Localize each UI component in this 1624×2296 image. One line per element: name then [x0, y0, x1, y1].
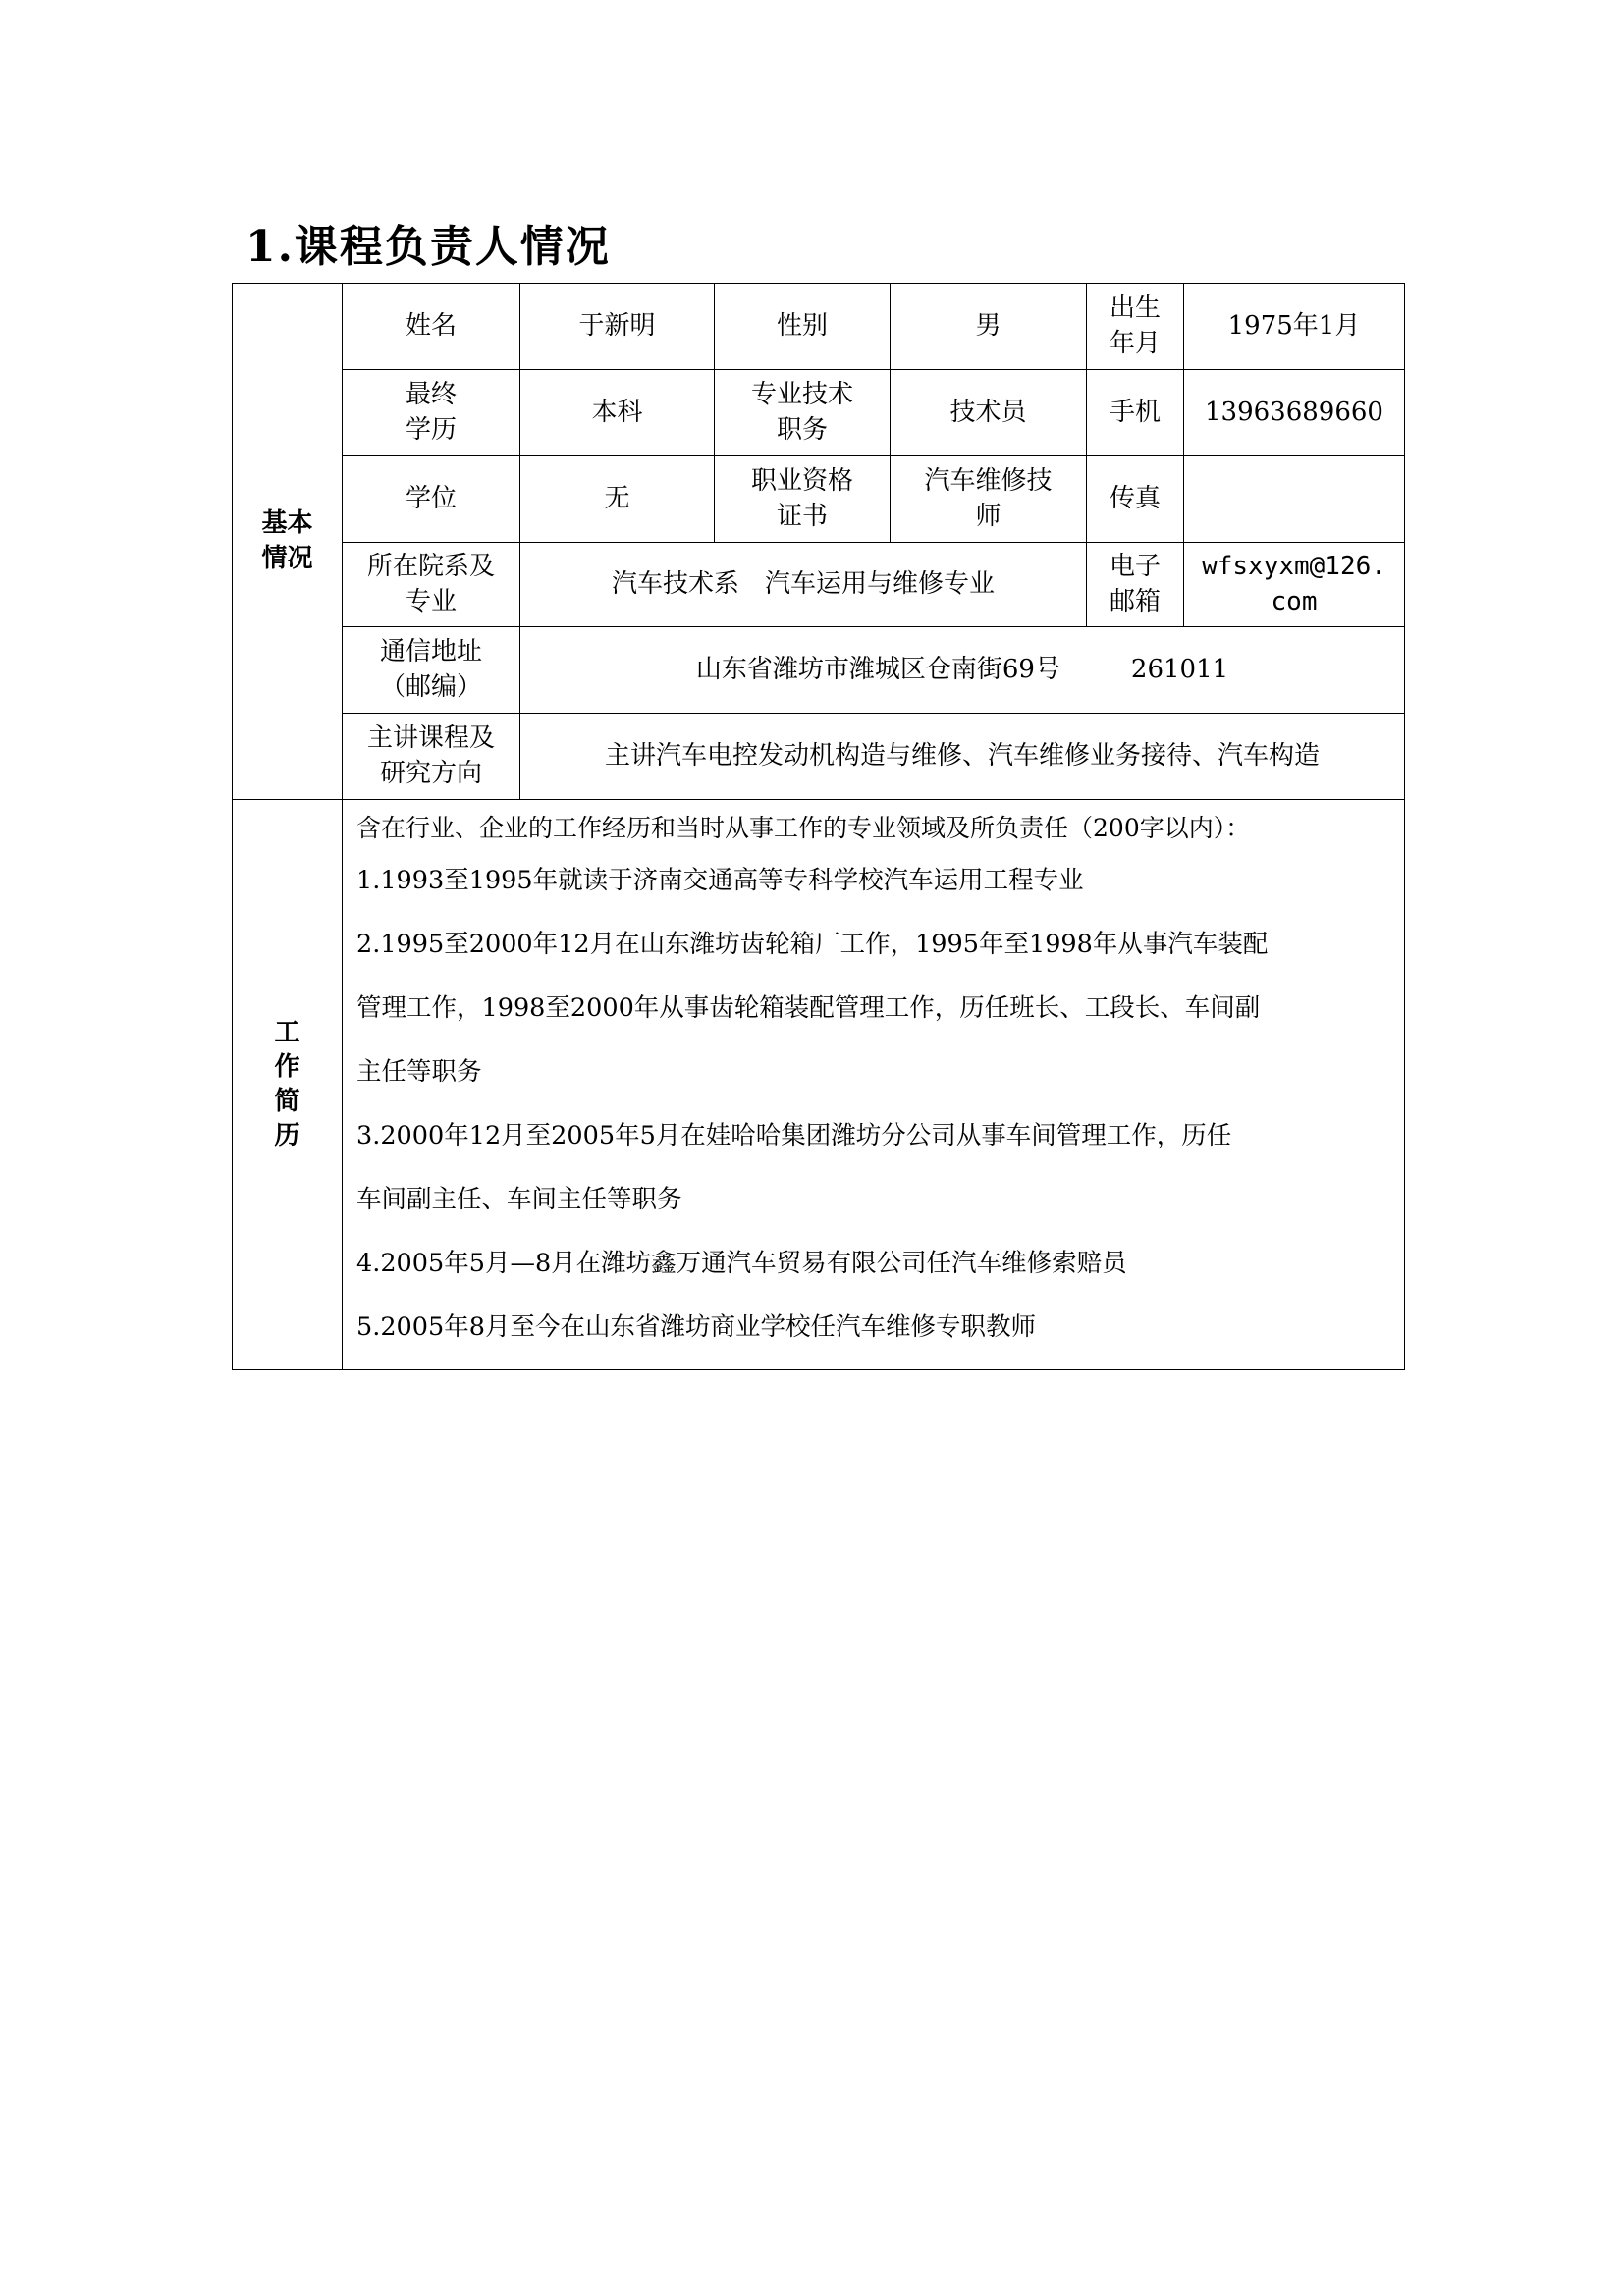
list-item: 2.1995至2000年12月在山东潍坊齿轮箱厂工作，1995年至1998年从事汽车装配: [356, 930, 1269, 959]
table-row: [233, 370, 1405, 456]
name-value: 于新明: [520, 284, 715, 370]
birth-value: 1975年1月: [1184, 284, 1405, 370]
table-row: [233, 627, 1405, 714]
course-value: 主讲汽车电控发动机构造与维修、汽车维修业务接待、汽车构造: [520, 714, 1405, 800]
table-row: [233, 800, 1405, 1370]
page-title: 1.课程负责人情况: [245, 222, 611, 272]
list-item: 3.2000年12月至2005年5月在娃哈哈集团潍坊分公司从事车间管理工作，历任: [356, 1121, 1232, 1150]
list-item: 车间副主任、车间主任等职务: [356, 1185, 682, 1214]
title-value: 技术员: [891, 370, 1087, 456]
work-history-label: 工 作 简 历: [233, 800, 343, 1370]
dept-value: 汽车技术系 汽车运用与维修专业: [520, 543, 1087, 627]
address-label: 通信地址 （邮编）: [343, 627, 520, 714]
degree-label: 学位: [343, 456, 520, 543]
basic-info-label: 基本 情况: [233, 284, 343, 800]
cert-label: 职业资格 证书: [715, 456, 891, 543]
list-item: 管理工作，1998至2000年从事齿轮箱装配管理工作，历任班长、工段长、车间副: [356, 993, 1261, 1023]
degree-value: 无: [520, 456, 715, 543]
table-row: [233, 714, 1405, 800]
work-history-intro: 含在行业、企业的工作经历和当时从事工作的专业领域及所负责任（200字以内）：: [356, 814, 1251, 842]
list-item: 1.1993至1995年就读于济南交通高等专科学校汽车运用工程专业: [356, 866, 1084, 895]
table-row: [233, 456, 1405, 543]
name-label: 姓名: [343, 284, 520, 370]
postcode-value: 261011: [1130, 654, 1229, 684]
table-row: [233, 543, 1405, 627]
list-item: 4.2005年5月—8月在潍坊鑫万通汽车贸易有限公司任汽车维修索赔员: [356, 1249, 1127, 1278]
fax-value: [1184, 456, 1405, 543]
gender-label: 性别: [715, 284, 891, 370]
list-item: 5.2005年8月至今在山东省潍坊商业学校任汽车维修专职教师: [356, 1312, 1036, 1342]
gender-value: 男: [891, 284, 1087, 370]
address-value: 山东省潍坊市潍城区仓南街69号 261011: [520, 627, 1405, 714]
list-item: 主任等职务: [356, 1057, 482, 1087]
education-value: 本科: [520, 370, 715, 456]
cert-value: 汽车维修技 师: [891, 456, 1087, 543]
work-history-content: [343, 800, 1405, 1370]
course-leader-table: [232, 283, 1405, 1370]
dept-label: 所在院系及 专业: [343, 543, 520, 627]
email-value: wfsxyxm@126. com: [1184, 543, 1405, 627]
title-label: 专业技术 职务: [715, 370, 891, 456]
education-label: 最终 学历: [343, 370, 520, 456]
table-row: [233, 284, 1405, 370]
course-label: 主讲课程及 研究方向: [343, 714, 520, 800]
fax-label: 传真: [1087, 456, 1184, 543]
email-label: 电子 邮箱: [1087, 543, 1184, 627]
phone-value: 13963689660: [1184, 370, 1405, 456]
phone-label: 手机: [1087, 370, 1184, 456]
birth-label: 出生 年月: [1087, 284, 1184, 370]
